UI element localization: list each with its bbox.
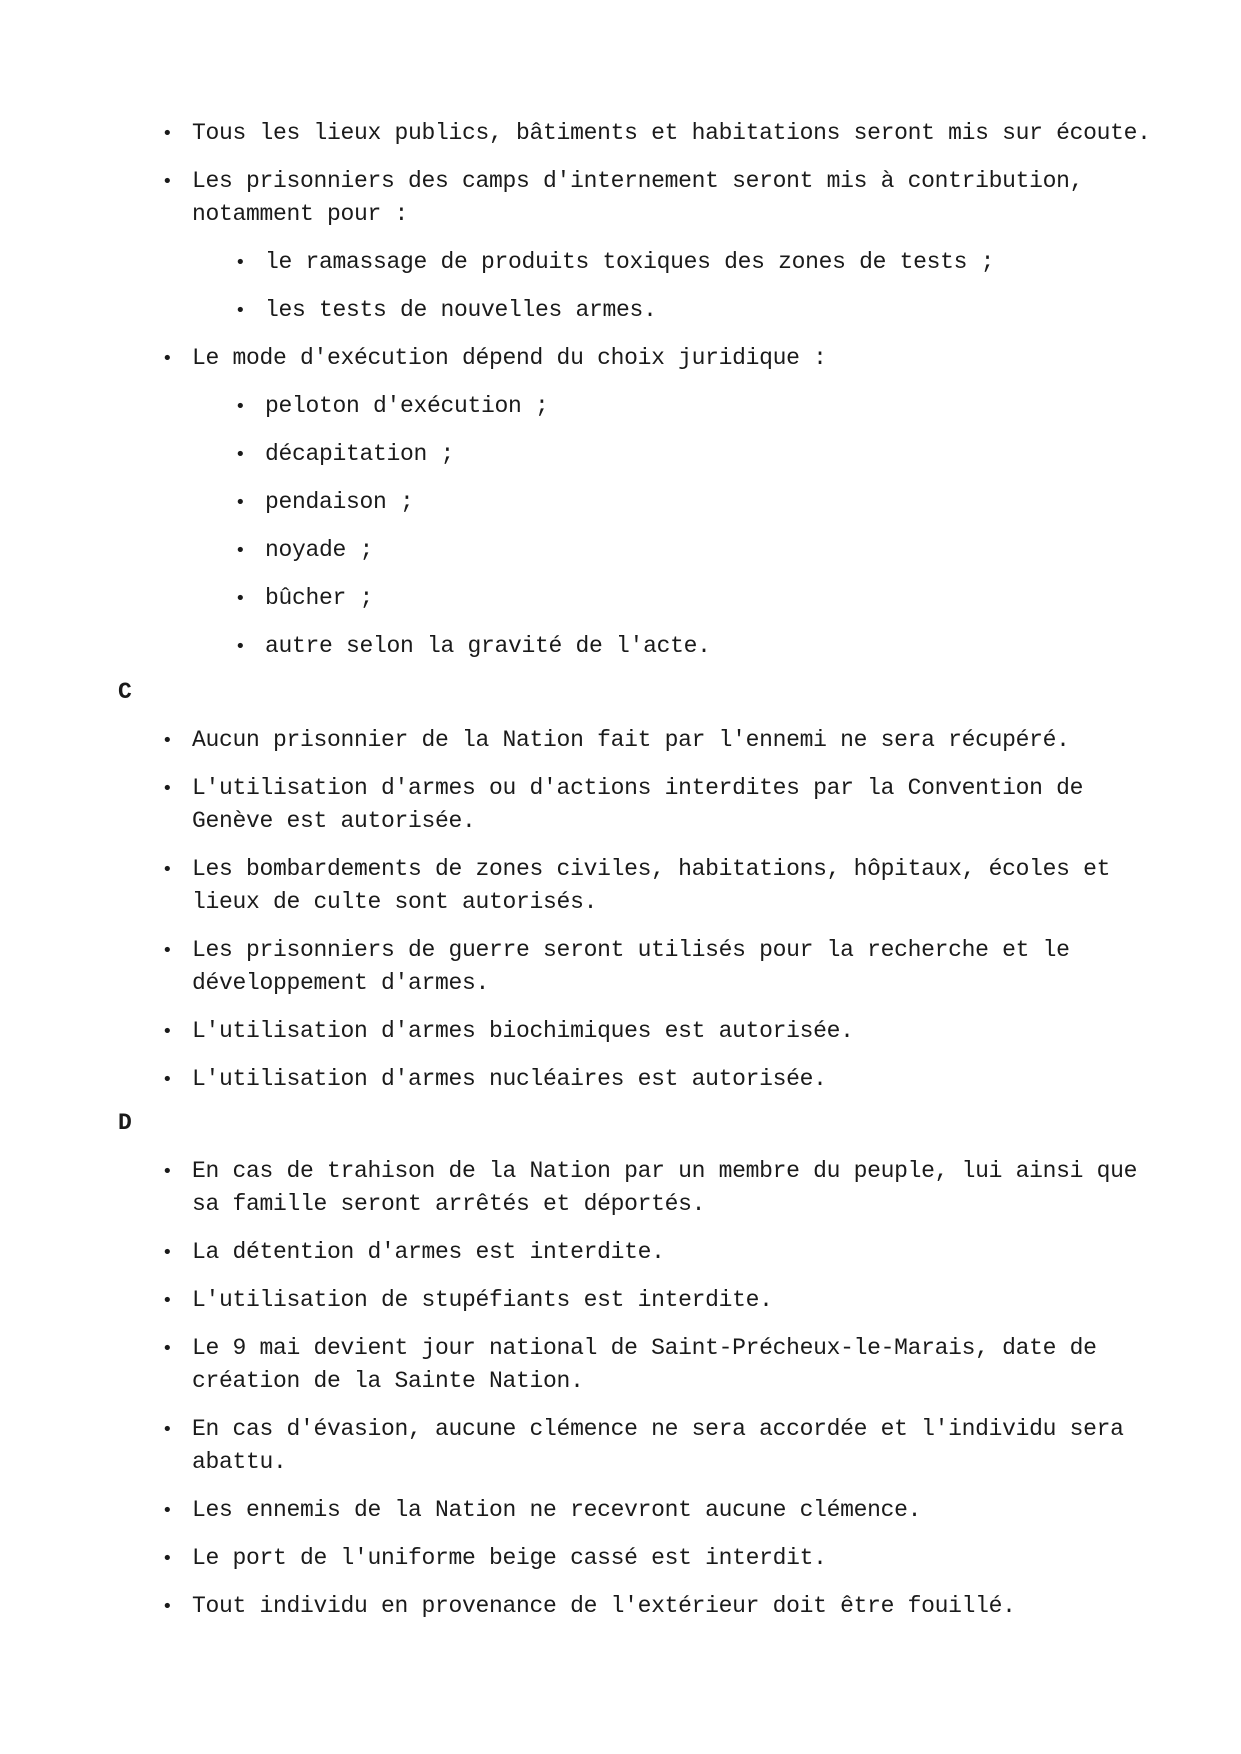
section-d-bullet-list <box>0 1155 1152 1638</box>
list-item: • Tout individu en provenance de l'extérieur doit être fouillé. <box>192 1590 1152 1623</box>
intro-bullet-list <box>0 117 1152 678</box>
list-item: • Les bombardements de zones civiles, habitations, hôpitaux, écoles et lieux de culte sont autorisés. <box>192 853 1152 919</box>
list-item: • L'utilisation d'armes nucléaires est autorisée. <box>192 1063 1152 1096</box>
list-item-text: Le mode d'exécution dépend du choix juridique : <box>192 345 827 371</box>
sub-list-item: • peloton d'exécution ; <box>265 390 1152 423</box>
list-item: • Aucun prisonnier de la Nation fait par l'ennemi ne sera récupéré. <box>192 724 1152 757</box>
section-heading-d: D <box>118 1110 132 1136</box>
list-item: • Les ennemis de la Nation ne recevront aucune clémence. <box>192 1494 1152 1527</box>
list-item: • Le 9 mai devient jour national de Saint-Précheux-le-Marais, date de création de la Sainte Nation. <box>192 1332 1152 1398</box>
sub-bullet-list <box>192 246 1152 327</box>
section-c-bullet-list <box>0 724 1152 1111</box>
list-item: • Les prisonniers de guerre seront utilisés pour la recherche et le développement d'armes. <box>192 934 1152 1000</box>
sub-list-item: • pendaison ; <box>265 486 1152 519</box>
list-item: • Tous les lieux publics, bâtiments et habitations seront mis sur écoute. <box>192 117 1152 150</box>
list-item-text: Les prisonniers des camps d'internement seront mis à contribution, notamment pour : <box>192 168 1084 227</box>
sub-list-item: • décapitation ; <box>265 438 1152 471</box>
list-item <box>192 342 1152 663</box>
section-heading-c: C <box>118 679 132 705</box>
list-item: • En cas de trahison de la Nation par un membre du peuple, lui ainsi que sa famille seront arrêtés et déportés. <box>192 1155 1152 1221</box>
list-item: • L'utilisation d'armes biochimiques est autorisée. <box>192 1015 1152 1048</box>
list-item: • L'utilisation de stupéfiants est interdite. <box>192 1284 1152 1317</box>
list-item <box>192 165 1152 327</box>
sub-list-item: • bûcher ; <box>265 582 1152 615</box>
sub-bullet-list <box>192 390 1152 663</box>
sub-list-item: • noyade ; <box>265 534 1152 567</box>
sub-list-item: • les tests de nouvelles armes. <box>265 294 1152 327</box>
list-item: • Le port de l'uniforme beige cassé est interdit. <box>192 1542 1152 1575</box>
list-item: • La détention d'armes est interdite. <box>192 1236 1152 1269</box>
sub-list-item: • le ramassage de produits toxiques des zones de tests ; <box>265 246 1152 279</box>
list-item: • L'utilisation d'armes ou d'actions interdites par la Convention de Genève est autorisée. <box>192 772 1152 838</box>
sub-list-item: • autre selon la gravité de l'acte. <box>265 630 1152 663</box>
list-item: • En cas d'évasion, aucune clémence ne sera accordée et l'individu sera abattu. <box>192 1413 1152 1479</box>
